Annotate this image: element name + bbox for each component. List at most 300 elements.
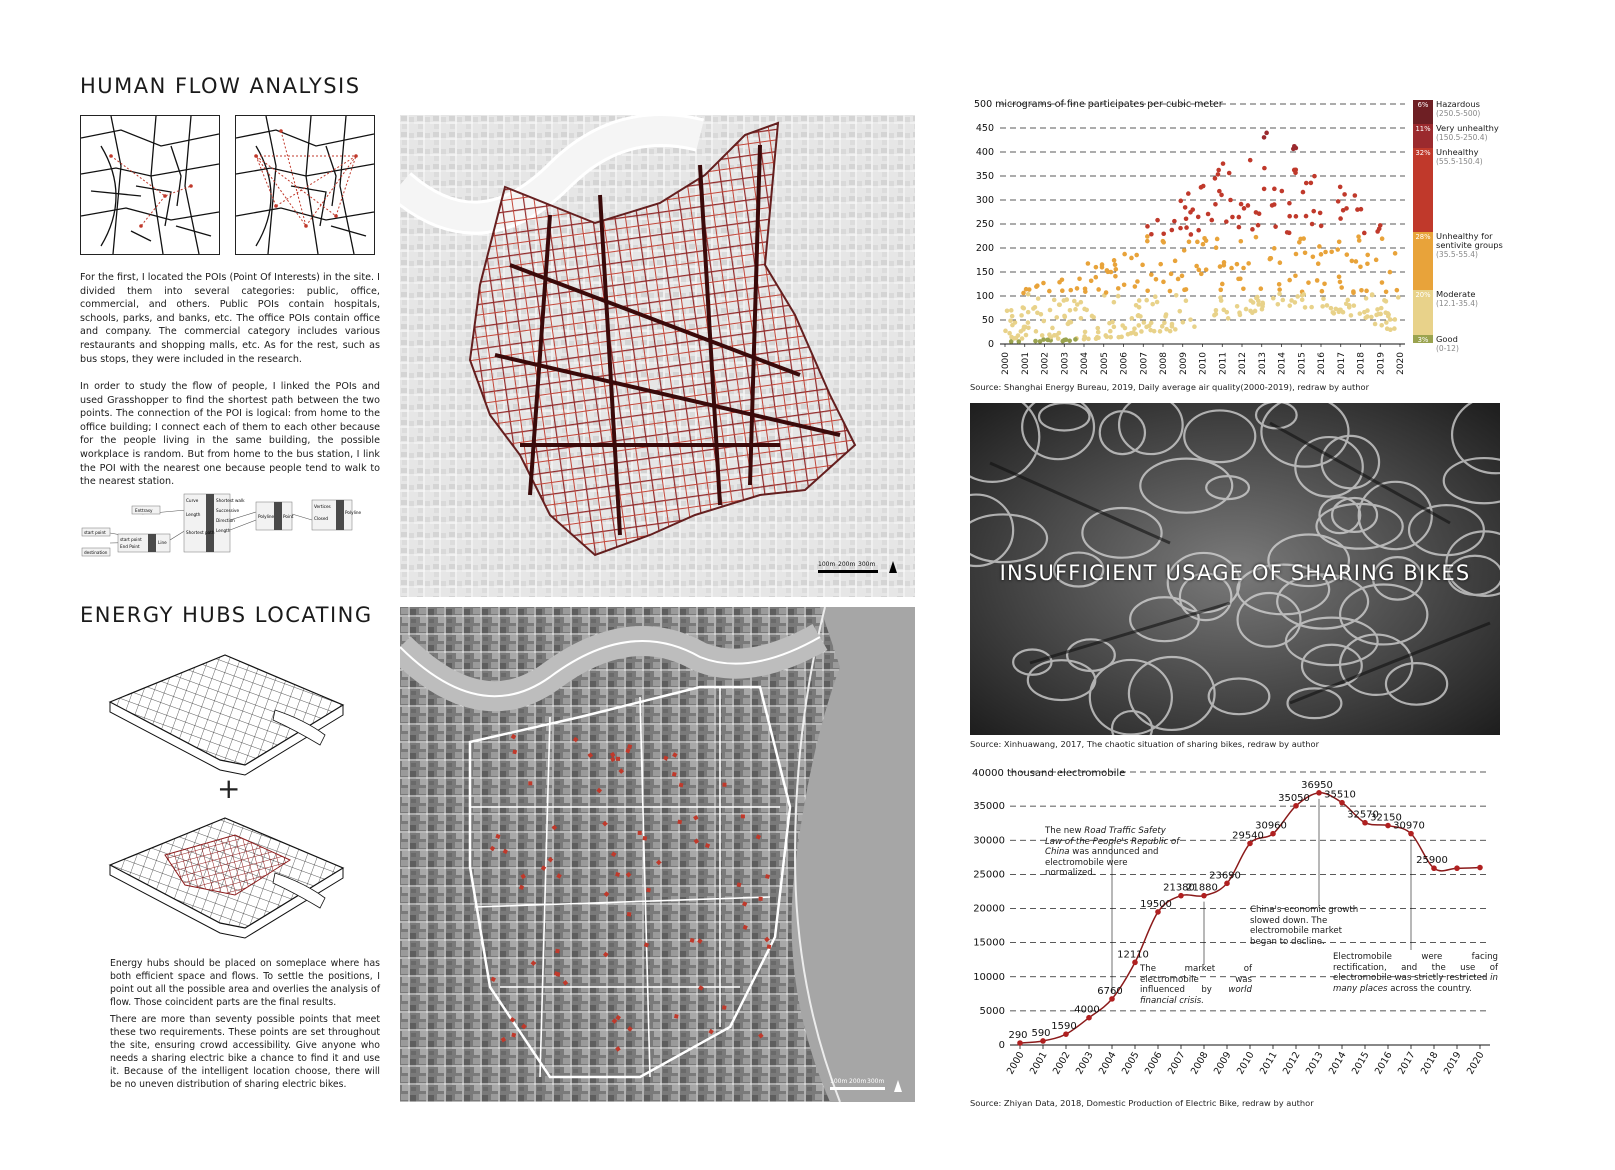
scatter-point: [1301, 190, 1306, 195]
energy-hub-point: [638, 831, 642, 835]
energy-hub-point: [741, 814, 745, 818]
scatter-point: [1188, 317, 1193, 322]
y-tick-label: 15000: [973, 937, 1005, 949]
scatter-point: [1077, 277, 1082, 282]
x-tick-label: 2012: [1238, 352, 1248, 375]
scatter-point: [1168, 289, 1173, 294]
legend-color-bar: [1413, 124, 1433, 148]
data-point: [1155, 909, 1161, 915]
x-tick-label: 2009: [1178, 352, 1189, 375]
scatter-point: [1353, 193, 1358, 198]
scatter-point: [1201, 242, 1206, 247]
electromobile-chart: [960, 760, 1520, 1100]
energy-hub-point: [679, 783, 684, 788]
scatter-point: [1136, 313, 1141, 318]
scatter-point: [1217, 189, 1222, 194]
scatter-point: [1084, 308, 1089, 313]
data-point: [1224, 881, 1230, 887]
scale-label: 300m: [858, 561, 876, 568]
scatter-point: [1172, 219, 1177, 224]
scatter-point: [1218, 288, 1223, 293]
scatter-point: [1005, 308, 1010, 313]
x-tick-label: 2019: [1376, 352, 1387, 375]
scatter-point: [1106, 270, 1111, 275]
scatter-point: [1161, 240, 1166, 245]
scatter-point: [1113, 274, 1118, 279]
y-tick-label: 20000: [973, 903, 1005, 915]
data-label: 23690: [1209, 870, 1241, 882]
scatter-point: [1026, 320, 1031, 325]
x-tick-label: 2016: [1317, 352, 1327, 375]
y-tick-label: 30000: [973, 835, 1005, 847]
scatter-point: [1142, 320, 1147, 325]
scatter-point: [1362, 310, 1367, 315]
scatter-point: [1149, 272, 1154, 277]
legend-color-bar: [1413, 232, 1433, 290]
scatter-point: [1357, 238, 1362, 243]
x-tick-label: 2002: [1050, 1050, 1073, 1077]
data-label: 6760: [1097, 985, 1123, 997]
data-label: 1590: [1051, 1021, 1077, 1033]
scatter-point: [1068, 288, 1073, 293]
data-point: [1385, 823, 1391, 829]
x-tick-label: 2015: [1349, 1050, 1372, 1077]
scatter-point: [1276, 302, 1281, 307]
scatter-point: [1155, 218, 1160, 223]
scatter-point: [1108, 335, 1113, 340]
scatter-point: [1228, 198, 1233, 203]
legend-label: [1436, 335, 1511, 353]
scatter-point: [1272, 246, 1277, 251]
scatter-point: [1060, 288, 1065, 293]
scatter-point: [1110, 320, 1115, 325]
scatter-point: [1150, 302, 1155, 307]
scatter-point: [1075, 286, 1080, 291]
scatter-point: [1067, 338, 1072, 343]
scatter-point: [1337, 275, 1342, 280]
scatter-point: [1073, 337, 1078, 342]
y-tick-label: 5000: [979, 1005, 1005, 1017]
scatter-point: [1112, 258, 1117, 263]
scatter-point: [1195, 240, 1200, 245]
scatter-point: [1292, 144, 1297, 149]
scatter-point: [1322, 281, 1327, 286]
data-label: 21880: [1186, 882, 1218, 894]
legend-name: Moderate: [1436, 288, 1476, 299]
data-label: 30960: [1255, 820, 1287, 832]
scatter-point: [1135, 279, 1140, 284]
scatter-point: [1339, 285, 1344, 290]
scatter-point: [1020, 336, 1025, 341]
scatter-point: [1235, 304, 1240, 309]
y-tick-label: 100: [975, 291, 994, 302]
data-point: [1201, 893, 1207, 899]
scatter-point: [1129, 256, 1134, 261]
scatter-point: [1352, 303, 1357, 308]
scatter-point: [1337, 239, 1342, 244]
scatter-point: [1244, 307, 1249, 312]
data-point: [1247, 841, 1253, 847]
data-label: 32570: [1347, 809, 1379, 821]
scatter-point: [1184, 216, 1189, 221]
scatter-point: [1158, 329, 1163, 334]
scatter-point: [1196, 228, 1201, 233]
flow-text-paragraph-1: For the first, I located the POIs (Point Of Interests) in the site. I divided them into several categories: public, office, commercial, and others. Public POIs contain hospitals, schools, parks, and banks, etc. The office POIs contain office and company. The commercial category includes various restaurants and shopping malls, etc. As for the rest, such as bus stops, they were included in the research.: [80, 272, 380, 365]
scatter-point: [1312, 174, 1317, 179]
legend-label: [1436, 290, 1511, 308]
annotation-traffic-law: The new Road Traffic Safety Law of the People's Republic of China was announced and electromobile were normalized.: [1045, 826, 1180, 878]
human-flow-title: HUMAN FLOW ANALYSIS: [80, 74, 361, 98]
hubs-text-paragraph-2: There are more than seventy possible points that meet these two requirements. These points are set throughout the site, ensuring crowd accessibility. Give anyone who needs a sharing electric bike a chance to find it and use it. Because of the intelligent location choose, there will be no uneven distribution of sharing electric bikes.: [110, 1014, 380, 1090]
scatter-point: [1116, 335, 1121, 340]
data-point: [1454, 865, 1460, 871]
y-tick-label: 200: [975, 243, 994, 254]
scatter-point: [1287, 201, 1292, 206]
gh-node-label: Direction: [216, 518, 235, 523]
scatter-point: [1020, 305, 1025, 310]
scatter-point: [1345, 252, 1350, 257]
legend-percent: 20%: [1415, 290, 1431, 299]
scatter-point: [1041, 281, 1046, 286]
scatter-point: [1277, 292, 1282, 297]
scatter-point: [1359, 207, 1364, 212]
x-tick-label: 2009: [1211, 1050, 1234, 1077]
scatter-point: [1149, 232, 1154, 237]
scatter-point: [1257, 211, 1262, 216]
scatter-point: [1374, 258, 1379, 263]
scatter-point: [1066, 322, 1071, 327]
scatter-point: [1103, 333, 1108, 338]
energy-hub-point: [616, 757, 620, 761]
scatter-point: [1293, 300, 1298, 305]
flow-text-paragraph-2: In order to study the flow of people, I linked the POIs and used Grasshopper to find the shortest path between the two points. The connection of the POI is logical: from home to the office building; I connect each of them to each other because for the people living in the same building, the possible workplace is random. But from home to the bus station, I link the POI with the nearest one because people tend to walk to the nearest station.: [80, 381, 380, 488]
scatter-point: [1161, 231, 1166, 236]
data-point: [1431, 865, 1437, 871]
scatter-point: [1256, 223, 1261, 228]
scatter-point: [1047, 289, 1052, 294]
iso-layer-bottom: [110, 818, 343, 938]
scatter-point: [1379, 306, 1384, 311]
scatter-point: [1246, 203, 1251, 208]
scatter-point: [1213, 176, 1218, 181]
scatter-point: [1215, 237, 1220, 242]
scatter-point: [1293, 273, 1298, 278]
data-point: [1040, 1038, 1046, 1044]
scatter-point: [1374, 313, 1379, 318]
scatter-point: [1364, 289, 1369, 294]
scatter-point: [1287, 303, 1292, 308]
scatter-point: [1319, 224, 1324, 229]
scatter-point: [1180, 274, 1185, 279]
scatter-point: [1378, 312, 1383, 317]
scatter-point: [1062, 314, 1067, 319]
gh-node-label: Shortest path: [186, 530, 215, 535]
scatter-point: [1196, 215, 1201, 220]
scale-label: 200m: [849, 1078, 867, 1085]
x-tick-label: 2018: [1418, 1050, 1441, 1077]
energy-hub-point: [646, 888, 651, 893]
data-label: 29540: [1232, 830, 1264, 842]
scale-label: 100m: [830, 1078, 848, 1085]
scatter-point: [1003, 329, 1008, 334]
scatter-point: [1323, 250, 1328, 255]
x-tick-label: 2003: [1073, 1050, 1096, 1077]
x-tick-label: 2011: [1218, 352, 1229, 375]
x-tick-label: 2010: [1198, 352, 1209, 375]
energy-hub-point: [722, 1005, 727, 1010]
scatter-point: [1147, 323, 1152, 328]
scatter-point: [1189, 232, 1194, 237]
scatter-point: [1359, 288, 1364, 293]
scatter-point: [1183, 205, 1188, 210]
legend-range: (12.1-35.4): [1436, 298, 1478, 308]
scatter-point: [1250, 227, 1255, 232]
scatter-point: [1039, 312, 1044, 317]
scatter-point: [1209, 218, 1214, 223]
legend-percent: 32%: [1415, 149, 1431, 157]
scatter-point: [1321, 296, 1326, 301]
scatter-point: [1237, 215, 1242, 220]
scatter-point: [1311, 209, 1316, 214]
scatter-point: [1280, 189, 1285, 194]
scale-label: 200m: [838, 561, 856, 568]
scatter-point: [1194, 264, 1199, 269]
data-point: [1178, 893, 1184, 899]
x-tick-label: 2018: [1356, 352, 1367, 375]
y-tick-label: 0: [998, 1040, 1005, 1051]
scatter-point: [1089, 278, 1094, 283]
scatter-point: [1293, 170, 1298, 175]
scatter-point: [1363, 315, 1368, 320]
scatter-point: [1310, 222, 1315, 227]
scatter-point: [1218, 295, 1223, 300]
x-tick-label: 2001: [1020, 352, 1031, 375]
scatter-point: [1320, 289, 1325, 294]
scatter-point: [1040, 333, 1045, 338]
data-point: [1109, 996, 1115, 1002]
scatter-point: [1169, 272, 1174, 277]
scatter-point: [1199, 272, 1204, 277]
y-tick-label: 25000: [973, 869, 1005, 881]
scatter-point: [1007, 331, 1012, 336]
x-tick-label: 2010: [1234, 1050, 1257, 1077]
scatter-point: [1204, 267, 1209, 272]
scale-label: 100m: [818, 561, 836, 568]
scatter-point: [1186, 191, 1191, 196]
scatter-point: [1370, 293, 1375, 298]
scatter-point: [1358, 311, 1363, 316]
scatter-point: [1034, 329, 1039, 334]
legend-percent: 11%: [1415, 125, 1431, 133]
scatter-point: [1383, 310, 1388, 315]
scatter-point: [1335, 247, 1340, 252]
scatter-point: [1163, 314, 1168, 319]
gh-node-label: start point: [84, 530, 106, 535]
gh-node-label: Successive: [216, 508, 240, 513]
scatter-point: [1170, 228, 1175, 233]
scatter-point: [1068, 308, 1073, 313]
scatter-point: [1301, 292, 1306, 297]
data-label: 290: [1008, 1030, 1028, 1042]
x-tick-label: 2016: [1372, 1050, 1395, 1077]
data-label: 35510: [1324, 789, 1356, 801]
scatter-point: [1230, 215, 1235, 220]
scatter-point: [1184, 225, 1189, 230]
scatter-point: [1134, 253, 1139, 258]
scatter-point: [1116, 294, 1121, 299]
scatter-point: [1287, 214, 1292, 219]
scatter-point: [1325, 303, 1330, 308]
legend-label: [1436, 232, 1511, 259]
x-tick-label: 2007: [1165, 1050, 1188, 1077]
scatter-point: [1026, 310, 1031, 315]
scatter-point: [1140, 263, 1145, 268]
photo-source: Source: Xinhuawang, 2017, The chaotic situation of sharing bikes, redraw by author: [970, 739, 1320, 749]
data-point: [1270, 831, 1276, 837]
scatter-point: [1303, 250, 1308, 255]
gh-node-label: Polyline: [345, 510, 362, 515]
y-axis-label: 40000 thousand electromobile: [972, 768, 1126, 779]
scatter-point: [1112, 325, 1117, 330]
scatter-point: [1177, 309, 1182, 314]
scatter-point: [1026, 292, 1031, 297]
data-point: [1316, 790, 1322, 796]
scatter-point: [1301, 236, 1306, 241]
scatter-point: [1320, 304, 1325, 309]
x-tick-label: 2017: [1395, 1050, 1418, 1077]
scatter-point: [1095, 326, 1100, 331]
scatter-point: [1113, 262, 1118, 267]
scatter-point: [1350, 259, 1355, 264]
legend-name: Unhealthy for sentivite groups: [1436, 231, 1503, 250]
scatter-point: [1369, 315, 1374, 320]
x-tick-label: 2020: [1396, 352, 1406, 375]
legend-label: [1436, 100, 1511, 118]
scatter-point: [1036, 296, 1041, 301]
data-point: [1293, 803, 1299, 809]
scatter-point: [1083, 330, 1088, 335]
x-tick-label: 2001: [1027, 1050, 1050, 1077]
scatter-point: [1173, 327, 1178, 332]
scatter-point: [1373, 322, 1378, 327]
x-tick-label: 2000: [1004, 1050, 1027, 1077]
scatter-point: [1122, 252, 1127, 257]
x-tick-label: 2012: [1280, 1050, 1303, 1077]
data-label: 32150: [1370, 812, 1402, 824]
legend-color-bar: [1413, 100, 1433, 124]
scatter-point: [1294, 252, 1299, 257]
scatter-point: [1250, 310, 1255, 315]
data-point: [1086, 1015, 1092, 1021]
scatter-point: [1054, 315, 1059, 320]
scatter-point: [1176, 277, 1181, 282]
scatter-point: [1300, 297, 1305, 302]
scatter-point: [1309, 305, 1314, 310]
scatter-point: [1021, 291, 1026, 296]
scatter-point: [1393, 317, 1398, 322]
scatter-point: [1242, 206, 1247, 211]
gh-node-label: Point: [283, 514, 294, 519]
energy-hub-point: [643, 836, 648, 841]
scatter-point: [1331, 310, 1336, 315]
scatter-point: [1229, 266, 1234, 271]
scatter-point: [1304, 214, 1309, 219]
scatter-point: [1214, 245, 1219, 250]
isometric-layers-diagram: [105, 650, 360, 940]
legend-label: [1436, 124, 1511, 142]
data-label: 19500: [1140, 898, 1172, 910]
scatter-point: [1380, 236, 1385, 241]
scatter-point: [1380, 280, 1385, 285]
scatter-point: [1145, 288, 1150, 293]
gh-node-label: Enttrasy: [135, 508, 153, 513]
scatter-point: [1336, 199, 1341, 204]
scatter-point: [1216, 168, 1221, 173]
scatter-point: [1010, 314, 1015, 319]
annotation-economic-slowdown: China's economic growth slowed down. The electromobile market began to decline.: [1250, 905, 1359, 947]
scatter-point: [1145, 239, 1150, 244]
energy-hub-point: [512, 750, 517, 755]
scatter-point: [1075, 302, 1080, 307]
x-tick-label: 2002: [1040, 352, 1051, 375]
scatter-point: [1241, 266, 1246, 271]
scatter-point: [1137, 298, 1142, 303]
energy-hubs-map: [400, 607, 915, 1102]
gh-node-label: destination: [84, 550, 108, 555]
scatter-point: [1382, 298, 1387, 303]
energy-hubs-title: ENERGY HUBS LOCATING: [80, 603, 373, 627]
scatter-point: [1271, 296, 1276, 301]
data-label: 21380: [1163, 882, 1195, 894]
legend-name: Very unhealthy: [1436, 123, 1499, 133]
scatter-point: [1173, 259, 1178, 264]
scatter-point: [1133, 284, 1138, 289]
x-tick-label: 2013: [1257, 352, 1268, 375]
y-tick-label: 400: [975, 147, 994, 158]
scatter-point: [1024, 333, 1029, 338]
legend-range: (55.5-150.4): [1436, 157, 1483, 166]
x-tick-label: 2000: [1001, 352, 1011, 375]
data-label: 35050: [1278, 792, 1310, 804]
scatter-point: [1318, 211, 1323, 216]
scatter-point: [1384, 290, 1389, 295]
scatter-point: [1248, 158, 1253, 163]
scatter-point: [1309, 181, 1314, 186]
legend-percent: 28%: [1415, 233, 1431, 241]
scatter-point: [1378, 223, 1383, 228]
air-quality-legend: [1413, 100, 1523, 355]
scatter-point: [1388, 317, 1393, 322]
x-tick-label: 2019: [1441, 1050, 1464, 1077]
scatter-point: [1224, 219, 1229, 224]
x-tick-label: 2006: [1142, 1050, 1165, 1077]
scatter-point: [1255, 295, 1260, 300]
scatter-point: [1315, 278, 1320, 283]
scatter-point: [1144, 298, 1149, 303]
data-point: [1017, 1040, 1023, 1046]
scatter-point: [1116, 286, 1121, 291]
scatter-point: [1294, 214, 1299, 219]
scatter-point: [1019, 329, 1024, 334]
scatter-point: [1272, 187, 1277, 192]
legend-label: [1436, 148, 1511, 166]
scatter-point: [1273, 224, 1278, 229]
scatter-point: [1083, 289, 1088, 294]
scatter-point: [1096, 330, 1101, 335]
scatter-point: [1362, 231, 1367, 236]
y-tick-label: 450: [975, 123, 994, 134]
annotation-financial-crisis: The market of electromobile was influenced by world financial crisis.: [1140, 964, 1252, 1006]
